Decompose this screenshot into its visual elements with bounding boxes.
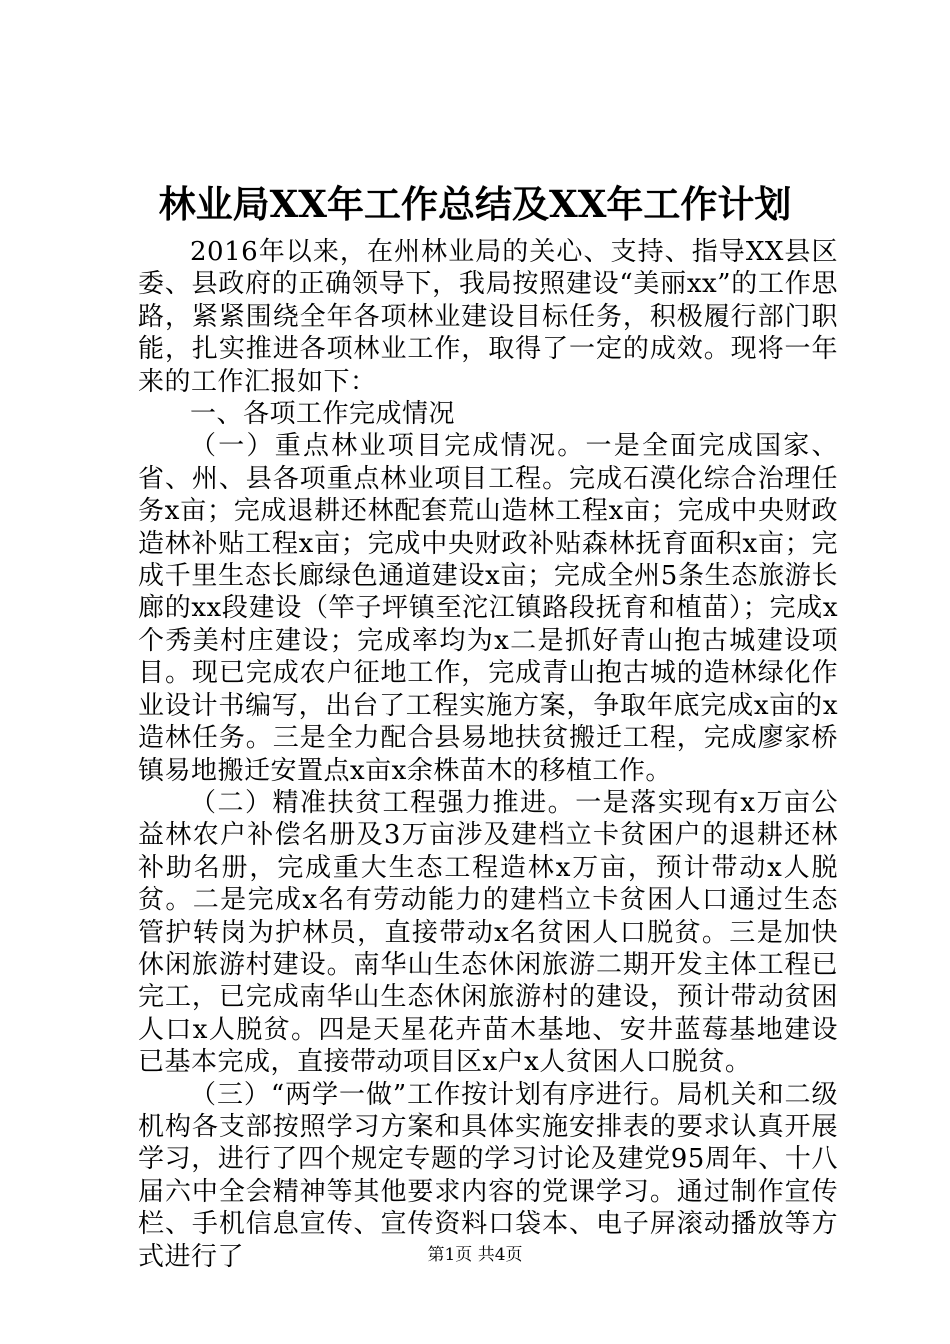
document-title: 林业局XX年工作总结及XX年工作计划 xyxy=(158,182,792,226)
page-footer: 第1页 共4页 xyxy=(427,1245,523,1265)
paragraph-intro: 2016年以来，在州林业局的关心、支持、指导XX县区委、县政府的正确领导下，我局按照建设“美丽xx”的工作思路，紧紧围绕全年各项林业建设目标任务，积极履行部门职能，扎实推进各项林业工作，取得了一定的成效。现将一年来的工作汇报如下： xyxy=(138,237,838,397)
paragraph-key-projects: （一）重点林业项目完成情况。一是全面完成国家、省、州、县各项重点林业项目工程。完成石漠化综合治理任务x亩；完成退耕还林配套荒山造林工程x亩；完成中央财政造林补贴工程x亩；完成中央财政补贴森林抚育面积x亩；完成千里生态长廊绿色通道建设x亩；完成全州5条生态旅游长廊的xx段建设（竿子坪镇至沱江镇路段抚育和植苗）；完成x个秀美村庄建设；完成率均为x二是抓好青山抱古城建设项目。现已完成农户征地工作，完成青山抱古城的造林绿化作业设计书编写，出台了工程实施方案，争取年底完成x亩的x造林任务。三是全力配合县易地扶贫搬迁工程，完成廖家桥镇易地搬迁安置点x亩x余株苗木的移植工作。 xyxy=(138,431,838,786)
paragraph-two-studies: （三）“两学一做”工作按计划有序进行。局机关和二级机构各支部按照学习方案和具体实施安排表的要求认真开展学习，进行了四个规定专题的学习讨论及建党95周年、十八届六中全会精神等其他要求内容的党课学习。通过制作宣传栏、手机信息宣传、宣传资料口袋本、电子屏滚动播放等方式进行了 xyxy=(138,1079,838,1272)
document-body xyxy=(138,236,838,1273)
section-heading-1: 一、各项工作完成情况 xyxy=(190,399,456,430)
paragraph-poverty-alleviation: （二）精准扶贫工程强力推进。一是落实现有x万亩公益林农户补偿名册及3万亩涉及建档立卡贫困户的退耕还林补助名册，完成重大生态工程造林x万亩，预计带动x人脱贫。二是完成x名有劳动能力的建档立卡贫困人口通过生态管护转岗为护林员，直接带动x名贫困人口脱贫。三是加快休闲旅游村建设。南华山生态休闲旅游二期开发主体工程已完工，已完成南华山生态休闲旅游村的建设，预计带动贫困人口x人脱贫。四是天星花卉苗木基地、安井蓝莓基地建设已基本完成，直接带动项目区x户x人贫困人口脱贫。 xyxy=(138,787,838,1078)
